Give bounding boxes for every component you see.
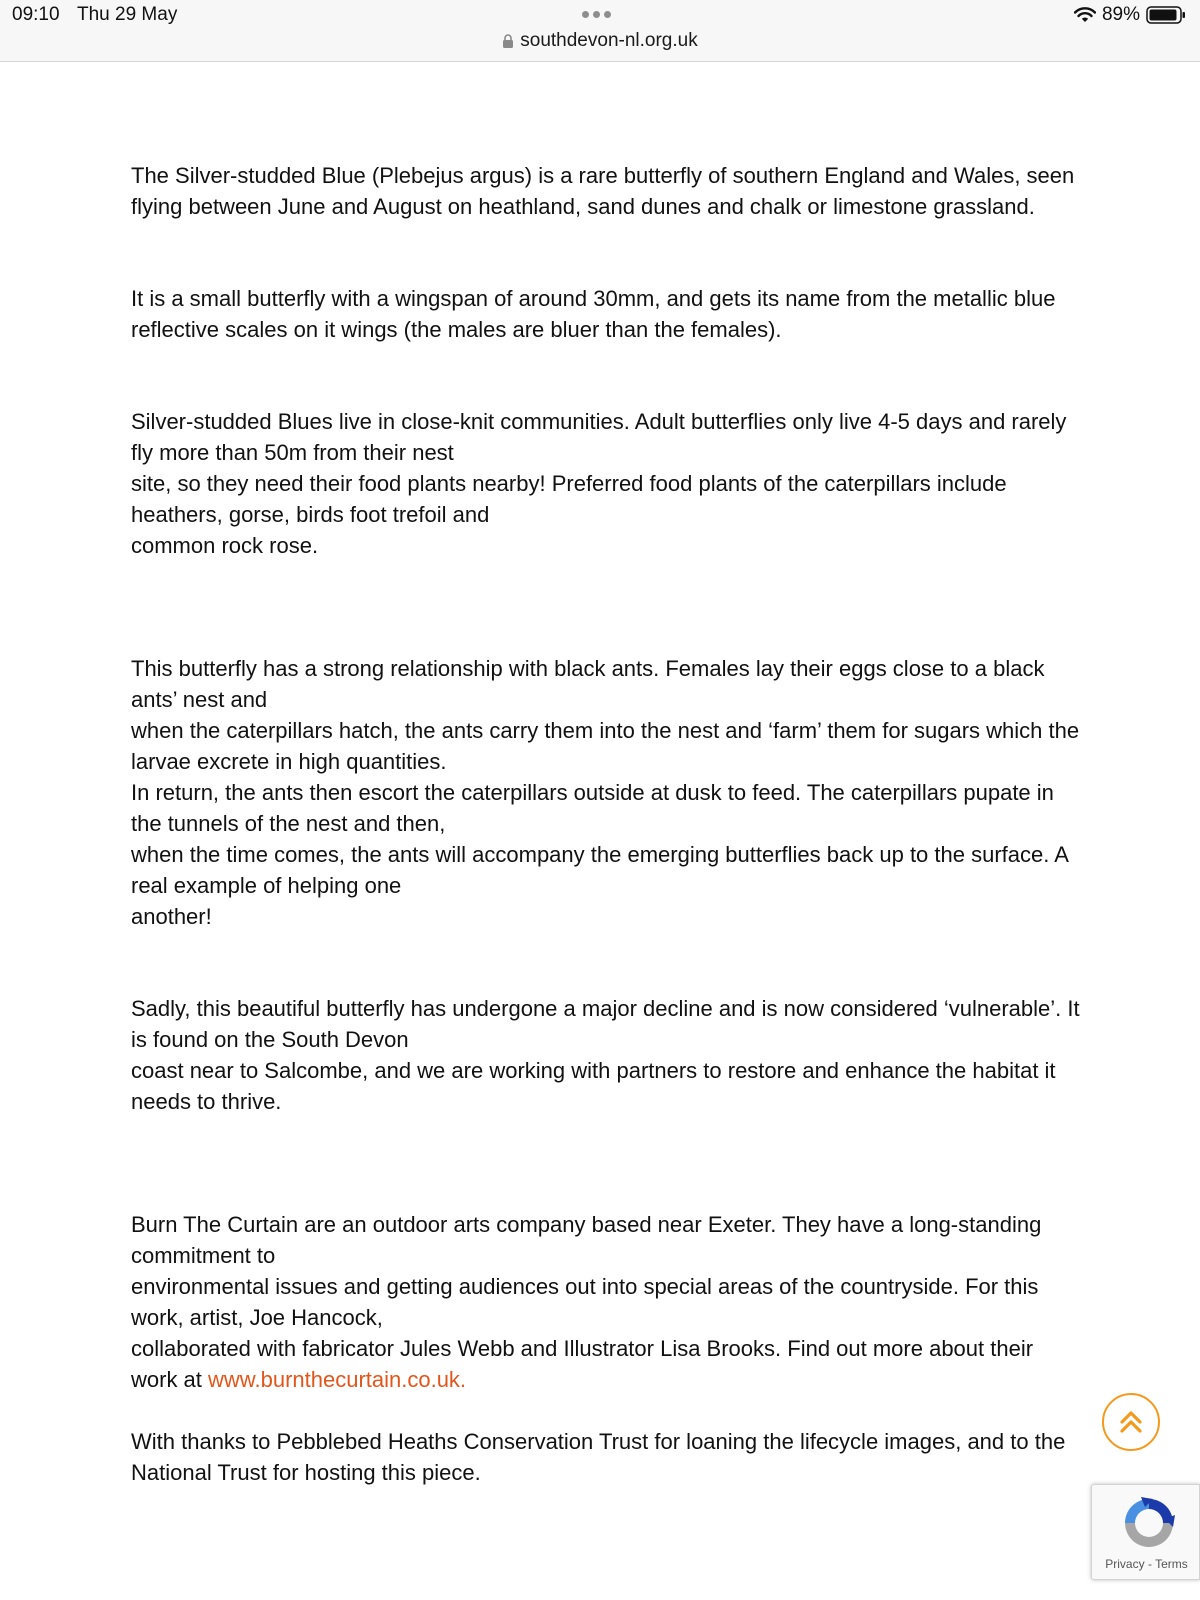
recaptcha-badge[interactable]: [1091, 1484, 1200, 1580]
address-bar[interactable]: [0, 30, 1200, 52]
double-chevron-up-icon: [1116, 1407, 1146, 1437]
lock-icon: [502, 33, 514, 49]
recaptcha-links: [1092, 1557, 1200, 1571]
paragraph-thanks: With thanks to Pebblebed Heaths Conservation Trust for loaning the lifecycle images, and to the National Trust for hosting this piece.: [131, 1429, 1066, 1485]
tab-options-dots-icon[interactable]: [582, 11, 611, 18]
paragraph-decline: Sadly, this beautiful butterfly has undergone a major decline and is now considered ‘vulnerable’. It is found on the South Devon coast near to Salcombe, and we are working with partners to restore and enhance the habitat it needs to thrive.: [131, 996, 1080, 1114]
scroll-to-top-button[interactable]: [1102, 1393, 1160, 1451]
paragraph-burn-the-curtain: [131, 1209, 1081, 1395]
recaptcha-terms-link[interactable]: Terms: [1155, 1557, 1188, 1571]
paragraph-ants: This butterfly has a strong relationship with black ants. Females lay their eggs close to a black ants’ nest and when the caterpillars hatch, the ants carry them into the nest and ‘farm’ them for sugars which the larvae excrete in high quantities. In return, the ants then escort the caterpillars outside at dusk to feed. The caterpillars pupate in the tunnels of the nest and then, when the time comes, the ants will accompany the emerging butterflies back up to the surface. A real example of helping one another!: [131, 656, 1080, 929]
wifi-icon: [1074, 7, 1096, 23]
article-body: [131, 160, 1081, 1488]
url-text[interactable]: southdevon-nl.org.uk: [520, 30, 698, 51]
paragraph-wingspan: It is a small butterfly with a wingspan of around 30mm, and gets its name from the metallic blue reflective scales on it wings (the males are bluer than the females).: [131, 286, 1056, 342]
burnthecurtain-link[interactable]: www.burnthecurtain.co.uk.: [208, 1367, 467, 1392]
clock-time: 09:10: [12, 4, 60, 25]
recaptcha-logo-icon: [1119, 1493, 1179, 1553]
paragraph-burn-the-curtain-text: Burn The Curtain are an outdoor arts company based near Exeter. They have a long-standing commitment to environmental issues and getting audiences out into special areas of the countryside. For this work, artist, Joe Hancock, collaborated with fabricator Jules Webb and Illustrator Lisa Brooks. Find out more about their work at: [131, 1212, 1042, 1392]
recaptcha-privacy-link[interactable]: Privacy: [1105, 1557, 1145, 1571]
paragraph-communities: Silver-studded Blues live in close-knit communities. Adult butterflies only live 4-5 days and rarely fly more than 50m from their nest site, so they need their food plants nearby! Preferred food plants of the caterpillars include heathers, gorse, birds foot trefoil and common rock rose.: [131, 409, 1067, 558]
battery-icon: [1146, 5, 1186, 25]
clock-date: Thu 29 May: [77, 4, 178, 25]
recaptcha-separator: -: [1144, 1557, 1156, 1571]
system-indicators: [1074, 4, 1186, 26]
paragraph-intro: The Silver-studded Blue (Plebejus argus) is a rare butterfly of southern England and Wales, seen flying between June and August on heathland, sand dunes and chalk or limestone grassland.: [131, 163, 1075, 219]
battery-percentage: 89%: [1101, 4, 1140, 25]
browser-status-bar: [0, 0, 1200, 62]
